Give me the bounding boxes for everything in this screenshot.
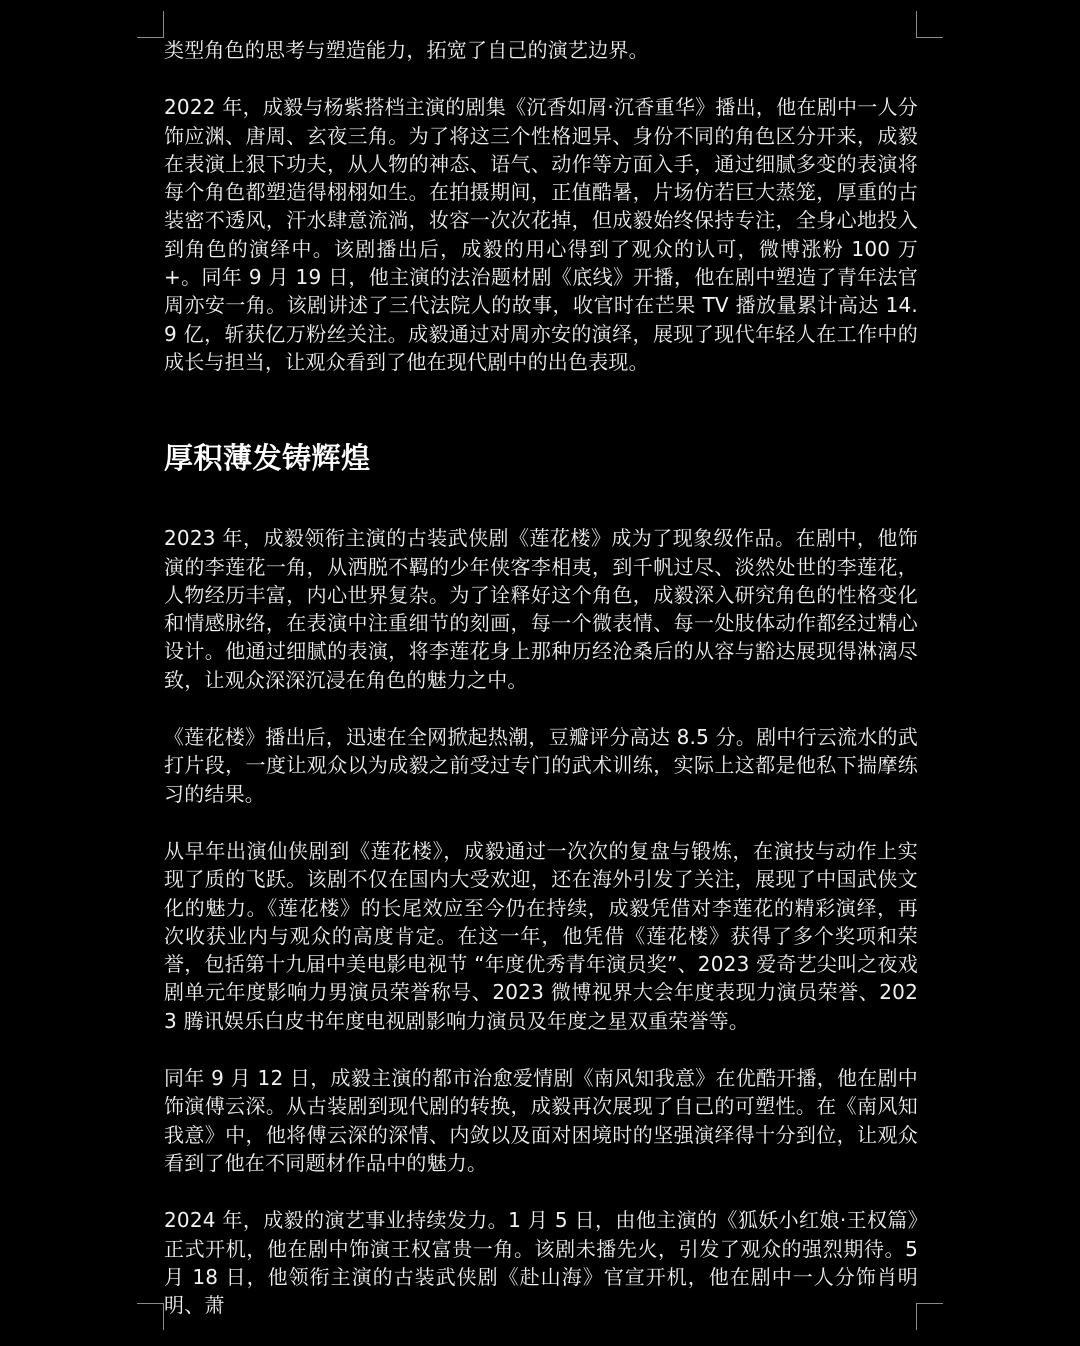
paragraph: 《莲花楼》播出后，迅速在全网掀起热潮，豆瓣评分高达 8.5 分。剧中行云流水的武打片段，一度让观众以为成毅之前受过专门的武术训练，实际上这都是他私下揣摩练习的结果。: [164, 725, 918, 806]
paragraph: 类型角色的思考与塑造能力，拓宽了自己的演艺边界。: [164, 38, 649, 62]
paragraph: 2024 年，成毅的演艺事业持续发力。1 月 5 日，由他主演的《狐妖小红娘·王权篇》正式开机，他在剧中饰演王权富贵一角。该剧未播先火，引发了观众的强烈期待。5 月 18 日，他领衔主演的古装武侠剧《赴山海》官宣开机，他在剧中一人分饰肖明明、萧: [164, 1208, 918, 1318]
paragraph: 2022 年，成毅与杨紫搭档主演的剧集《沉香如屑·沉香重华》播出，他在剧中一人分饰应渊、唐周、玄夜三角。为了将这三个性格迥异、身份不同的角色区分开来，成毅在表演上狠下功夫，从人物的神态、语气、动作等方面入手，通过细腻多变的表演将每个角色都塑造得栩栩如生。在拍摄期间，正值酷暑，片场仿若巨大蒸笼，厚重的古装密不透风，汗水肆意流淌，妆容一次次花掉，但成毅始终保持专注，全身心地投入到角色的演绎中。该剧播出后，成毅的用心得到了观众的认可，微博涨粉 100 万 +。同年 9 月 19 日，他主演的法治题材剧《底线》开播，他在剧中塑造了青年法官周亦安一角。该剧讲述了三代法院人的故事，收官时在芒果 TV 播放量累计高达 14.9 亿，斩获亿万粉丝关注。成毅通过对周亦安的演绎，展现了现代年轻人在工作中的成长与担当，让观众看到了他在现代剧中的出色表现。: [164, 95, 918, 374]
document-page: [164, 36, 918, 1319]
paragraph: 同年 9 月 12 日，成毅主演的都市治愈爱情剧《南风知我意》在优酷开播，他在剧中饰演傅云深。从古装剧到现代剧的转换，成毅再次展现了自己的可塑性。在《南风知我意》中，他将傅云深的深情、内敛以及面对困境时的坚强演绎得十分到位，让观众看到了他在不同题材作品中的魅力。: [164, 1066, 918, 1175]
section-heading: 厚积薄发铸辉煌: [164, 441, 371, 476]
paragraph: 2023 年，成毅领衔主演的古装武侠剧《莲花楼》成为了现象级作品。在剧中，他饰演的李莲花一角，从洒脱不羁的少年侠客李相夷，到千帆过尽、淡然处世的李莲花，人物经历丰富，内心世界复杂。为了诠释好这个角色，成毅深入研究角色的性格变化和情感脉络，在表演中注重细节的刻画，每一个微表情、每一处肢体动作都经过精心设计。他通过细腻的表演，将李莲花身上那种历经沧桑后的从容与豁达展现得淋漓尽致，让观众深深沉浸在角色的魅力之中。: [164, 526, 918, 692]
crop-mark-top-right: [916, 11, 943, 38]
crop-mark-bottom-left: [137, 1303, 164, 1330]
crop-mark-top-left: [137, 11, 164, 38]
paragraph: 从早年出演仙侠剧到《莲花楼》，成毅通过一次次的复盘与锻炼，在演技与动作上实现了质的飞跃。该剧不仅在国内大受欢迎，还在海外引发了关注，展现了中国武侠文化的魅力。《莲花楼》的长尾效应至今仍在持续，成毅凭借对李莲花的精彩演绎，再次收获业内与观众的高度肯定。在这一年，他凭借《莲花楼》获得了多个奖项和荣誉，包括第十九届中美电影电视节 “年度优秀青年演员奖”、2023 爱奇艺尖叫之夜戏剧单元年度影响力男演员荣誉称号、2023 微博视界大会年度表现力演员荣誉、2023 腾讯娱乐白皮书年度电视剧影响力演员及年度之星双重荣誉等。: [164, 838, 918, 1033]
crop-mark-bottom-right: [916, 1303, 943, 1330]
